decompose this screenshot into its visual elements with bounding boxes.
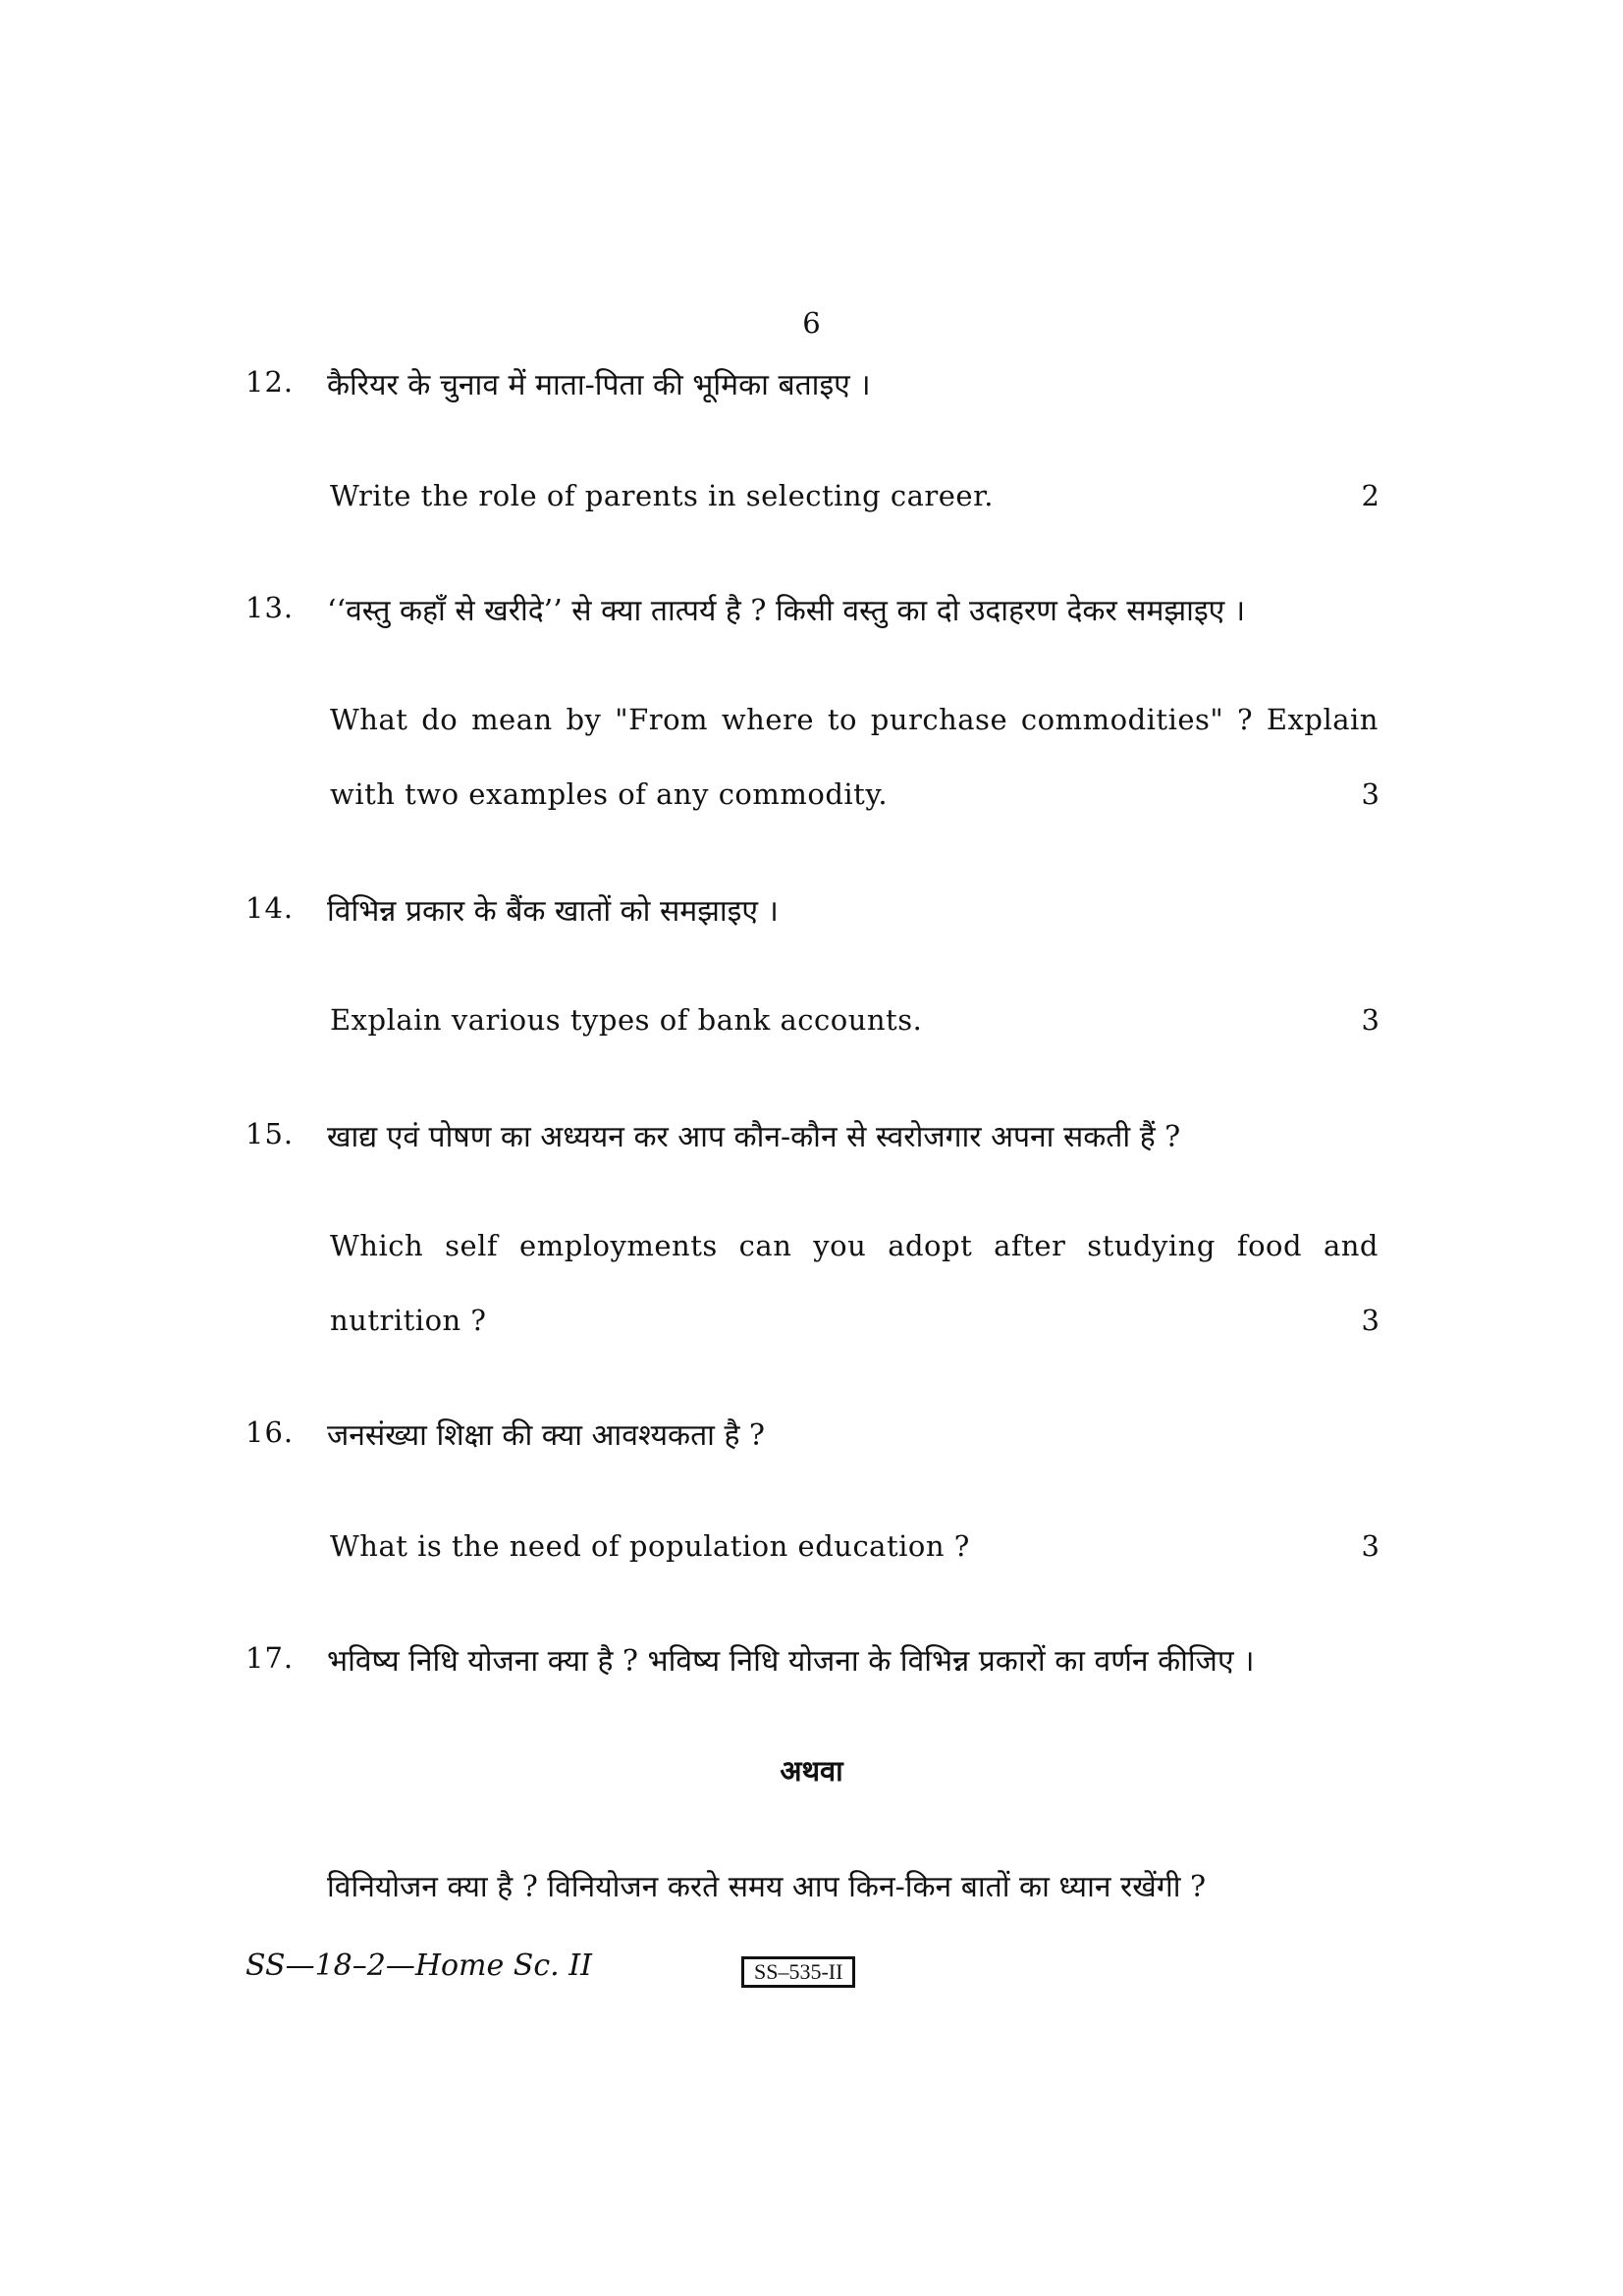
question-hindi: भविष्य निधि योजना क्या है ? भविष्य निधि योजना के विभिन्न प्रकारों का वर्णन कीजिए ।	[327, 1644, 1255, 1679]
question-number: 15.	[245, 1117, 295, 1150]
question-english: What do mean by "From where to purchase commodities" ? Explain	[330, 703, 1379, 736]
question-hindi-alternative: विनियोजन क्या है ? विनियोजन करते समय आप किन-किन बातों का ध्यान रखेंगी ?	[327, 1870, 1207, 1904]
question-number: 13.	[245, 591, 295, 624]
question-english: with two examples of any commodity.	[330, 777, 889, 811]
page-number: 6	[802, 306, 821, 340]
question-marks: 3	[1361, 777, 1380, 811]
question-number: 17.	[245, 1641, 295, 1675]
question-marks: 2	[1361, 479, 1380, 512]
footer-paper-code: SS—18–2—Home Sc. II	[245, 1949, 592, 1983]
or-label: अथवा	[780, 1754, 843, 1788]
question-english: Which self employments can you adopt after studying food and	[330, 1229, 1379, 1262]
question-number: 12.	[245, 365, 295, 399]
question-marks: 3	[1361, 1304, 1380, 1337]
footer-paper-box: SS–535-II	[741, 1956, 855, 1988]
question-hindi: विभिन्न प्रकार के बैंक खातों को समझाइए ।	[327, 894, 779, 929]
question-english: Explain various types of bank accounts.	[330, 1003, 923, 1037]
question-english: Write the role of parents in selecting career.	[330, 479, 994, 512]
question-number: 16.	[245, 1415, 295, 1449]
question-number: 14.	[245, 891, 295, 925]
question-hindi: कैरियर के चुनाव में माता-पिता की भूमिका बताइए ।	[327, 368, 871, 402]
question-english: nutrition ?	[330, 1304, 487, 1337]
question-marks: 3	[1361, 1529, 1380, 1563]
question-hindi: जनसंख्या शिक्षा की क्या आवश्यकता है ?	[327, 1418, 766, 1453]
question-hindi: ‘‘वस्तु कहाँ से खरीदे’’ से क्या तात्पर्य है ? किसी वस्तु का दो उदाहरण देकर समझाइए ।	[327, 594, 1246, 628]
question-hindi: खाद्य एवं पोषण का अध्ययन कर आप कौन-कौन से स्वरोजगार अपना सकती हैं ?	[327, 1120, 1181, 1154]
question-marks: 3	[1361, 1003, 1380, 1037]
question-english: What is the need of population education ?	[330, 1529, 970, 1563]
